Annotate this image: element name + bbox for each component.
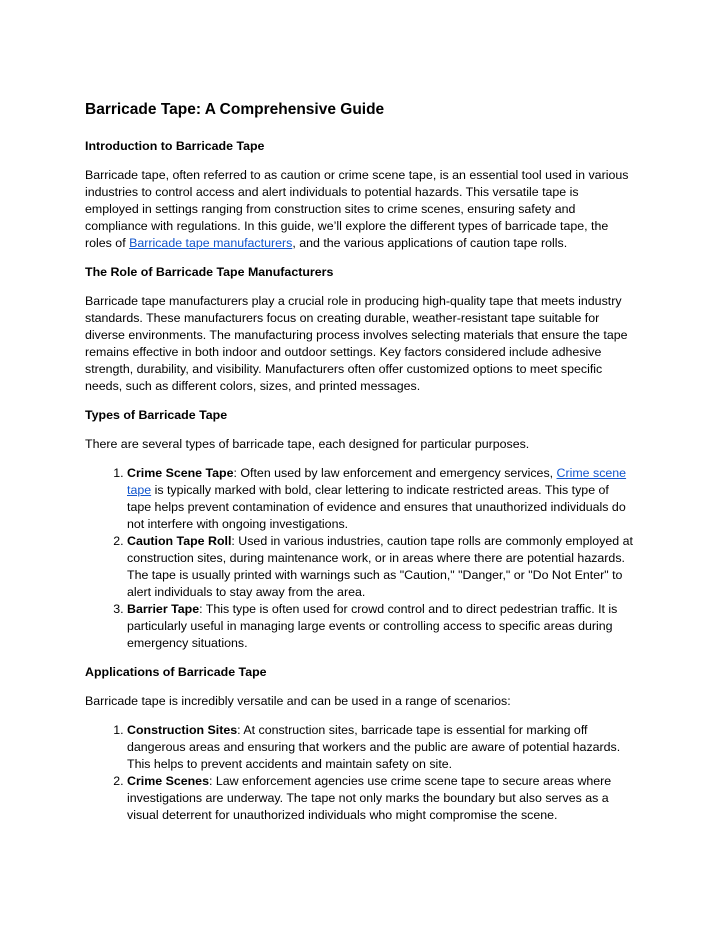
list-item-text: : At construction sites, barricade tape is essential for marking off dangerous areas and ensuring that workers and the public are aware of potential hazards. This helps to prevent accidents and maintain safety on site. (127, 723, 621, 771)
types-heading: Types of Barricade Tape (85, 408, 228, 422)
role-paragraph: Barricade tape manufacturers play a crucial role in producing high-quality tape that meets industry standards. These manufacturers focus on creating durable, weather-resistant tape suitable for diverse environments. The manufacturing process involves selecting materials that ensure the tape remains effective in both indoor and outdoor settings. Key factors considered include adhesive strength, durability, and visibility. Manufacturers often offer customized options to meet specific needs, such as different colors, sizes, and printed messages. (85, 294, 628, 393)
intro-heading: Introduction to Barricade Tape (85, 139, 265, 153)
list-item-text: : This type is often used for crowd control and to direct pedestrian traffic. It is particularly useful in managing large events or controlling access to specific areas during emergency situations. (127, 602, 618, 650)
intro-paragraph (85, 167, 634, 252)
applications-list (85, 722, 634, 824)
intro-text-1: Barricade tape, often referred to as caution or crime scene tape, is an essential tool used in various industries to control access and alert individuals to potential hazards. This versatile tape is employed in settings ranging from construction sites to crime scenes, ensuring safety and compliance with regulations. In this guide, we’ll explore the different types of barricade tape, the roles of (85, 168, 629, 250)
list-item-text: is typically marked with bold, clear lettering to indicate restricted areas. This type of tape helps prevent contamination of evidence and ensures that unauthorized individuals do not interfere with ongoing investigations. (127, 483, 626, 531)
document-title: Barricade Tape: A Comprehensive Guide (85, 101, 385, 118)
list-item (127, 601, 634, 652)
list-item (127, 533, 634, 601)
list-item-text: : Law enforcement agencies use crime scene tape to secure areas where investigations are underway. The tape not only marks the boundary but also serves as a visual deterrent for unauthorized individuals who might compromise the scene. (127, 774, 612, 822)
crime-scene-tape-link[interactable]: Crime scene tape (127, 466, 627, 497)
types-list (85, 465, 634, 652)
list-item-term: Crime Scenes (127, 774, 209, 788)
list-item-text: : Often used by law enforcement and emergency services, (233, 466, 557, 480)
role-heading: The Role of Barricade Tape Manufacturers (85, 265, 334, 279)
applications-intro: Barricade tape is incredibly versatile and can be used in a range of scenarios: (85, 694, 511, 708)
list-item (127, 722, 634, 773)
types-intro: There are several types of barricade tape, each designed for particular purposes. (85, 437, 530, 451)
list-item-term: Barrier Tape (127, 602, 200, 616)
list-item-term: Caution Tape Roll (127, 534, 232, 548)
list-item-text: : Used in various industries, caution tape rolls are commonly employed at construction sites, during maintenance work, or in areas where there are potential hazards. The tape is usually printed with warnings such as "Caution," "Danger," or "Do Not Enter" to alert individuals to stay away from the area. (127, 534, 633, 599)
list-item (127, 465, 634, 533)
list-item-term: Construction Sites (127, 723, 238, 737)
manufacturers-link[interactable]: Barricade tape manufacturers (129, 236, 293, 250)
applications-heading: Applications of Barricade Tape (85, 665, 267, 679)
list-item-term: Crime Scene Tape (127, 466, 234, 480)
list-item (127, 773, 634, 824)
intro-text-2: , and the various applications of caution tape rolls. (292, 236, 568, 250)
